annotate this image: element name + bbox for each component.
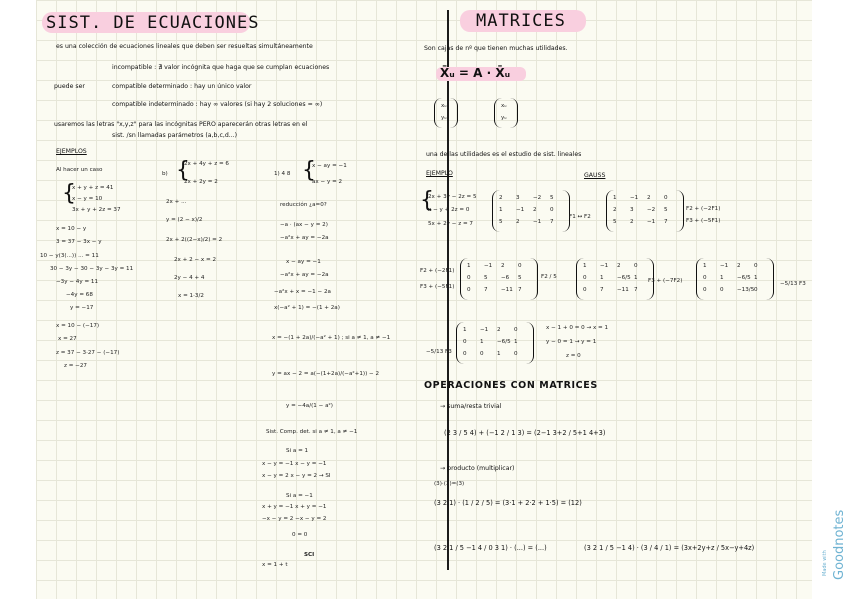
solution-line: x − 1 + 0 = 0 → x = 1 bbox=[546, 325, 609, 331]
matrix-cell: −13/5 bbox=[737, 287, 755, 293]
vector-left-entry: yᵤ bbox=[441, 115, 447, 121]
ex3-step: y = ax − 2 = a(−(1+2a)/(−a²+1)) − 2 bbox=[272, 371, 380, 377]
ex3-step: x = −(1 + 2a)/(−a² + 1) ; si a ≠ 1, a ≠ −1 bbox=[272, 335, 391, 341]
matrix-cell: 7 bbox=[518, 287, 522, 293]
matrix-cell: 7 bbox=[634, 287, 638, 293]
matrix-cell: 7 bbox=[664, 219, 668, 225]
ex2-eq: 2x + 4y + z = 6 bbox=[184, 161, 229, 167]
gauss-op: F2 + (−2F1) bbox=[686, 206, 721, 212]
matrix-m3 bbox=[460, 258, 538, 300]
ex3-step: Sist. Comp. det. si a ≠ 1, a ≠ −1 bbox=[266, 429, 358, 435]
matrix-cell: 2 bbox=[617, 263, 621, 269]
ex3-step: −x − y = 2 −x − y = 2 bbox=[262, 516, 327, 522]
comp-det-text: compatible determinado : hay un único valor bbox=[112, 83, 252, 90]
product-equation-3: (3 2 1 / 5 −1 4 / 0 3 1) · (...) = (...) bbox=[434, 544, 547, 552]
matrix-cell: 0 bbox=[514, 351, 518, 357]
matrix-cell: 5 bbox=[499, 219, 503, 225]
matrix-cell: 0 bbox=[703, 287, 707, 293]
right-title: MATRICES bbox=[476, 11, 566, 31]
matrix-cell: −11 bbox=[501, 287, 513, 293]
sys-eq: 2x + 3y − 2z = 5 bbox=[428, 194, 477, 200]
matrix-cell: 2 bbox=[499, 195, 503, 201]
matrix-cell: −6/5 bbox=[737, 275, 751, 281]
sum-equation: (2 3 / 5 4) + (−1 2 / 1 3) = (2−1 3+2 / 5+1 4+3) bbox=[444, 429, 606, 437]
intro-text: es una colección de ecuaciones lineales que deben ser resueltas simultáneamente bbox=[56, 43, 313, 50]
ex1-eq: 3x + y + 2z = 37 bbox=[72, 207, 121, 213]
ejemplos-heading: EJEMPLOS bbox=[56, 148, 87, 155]
matrix-cell: 5 bbox=[664, 207, 668, 213]
ex3-eq: x − ay = −1 bbox=[312, 163, 347, 169]
matrix-cell: 5 bbox=[518, 275, 522, 281]
ex2-step: 2x + ... bbox=[166, 199, 187, 205]
matrix-m6 bbox=[456, 322, 534, 364]
matrix-cell: −1 bbox=[720, 263, 729, 269]
matrix-cell: −2 bbox=[647, 207, 656, 213]
matrix-cell: 0 bbox=[583, 275, 587, 281]
matrix-cell: 0 bbox=[703, 275, 707, 281]
matrix-cell: 1 bbox=[514, 339, 518, 345]
matrix-m1 bbox=[492, 190, 570, 232]
ex2-step: 2x + 2((2−x)/2) = 2 bbox=[166, 237, 223, 243]
product-dims: (3)·(3)=(3) bbox=[434, 481, 465, 487]
ex1-heading: Al hacer un caso bbox=[56, 167, 103, 173]
ex2-heading: b) bbox=[162, 171, 168, 177]
ex3-step: reducción ¿a=0? bbox=[280, 202, 327, 208]
gauss-op: F3 + (−7F2) bbox=[648, 278, 683, 284]
matrix-cell: −1 bbox=[516, 207, 525, 213]
matrix-cell: 1 bbox=[754, 275, 758, 281]
matrix-cell: 1 bbox=[613, 195, 617, 201]
matrix-cell: 1 bbox=[463, 327, 467, 333]
gauss-op: F3 + (−5F1) bbox=[420, 284, 455, 290]
gauss-op: F3 + (−5F1) bbox=[686, 218, 721, 224]
ex3-step: x − y = −1 x − y = −1 bbox=[262, 461, 327, 467]
matrix-cell: 0 bbox=[664, 195, 668, 201]
incompatible-text: incompatible : ∄ valor incógnita que haga que se cumplan ecuaciones bbox=[112, 64, 330, 71]
matrix-cell: 0 bbox=[514, 327, 518, 333]
matrix-m2 bbox=[606, 190, 684, 232]
matrix-cell: 2 bbox=[533, 207, 537, 213]
matrix-cell: 7 bbox=[484, 287, 488, 293]
ex1-step: z = 37 − 3·27 − (−17) bbox=[56, 350, 120, 356]
ex2-step: x = 1·3/2 bbox=[178, 293, 204, 299]
product-equation-2: (3 2 1 / 5 −1 4) · (3 / 4 / 1) = (3x+2y+z / 5x−y+4z) bbox=[584, 544, 755, 552]
ex3-step: x − ay = −1 bbox=[286, 259, 321, 265]
ejemplo-heading: EJEMPLO bbox=[426, 170, 453, 177]
ex3-step: −a²x + ay = −2a bbox=[280, 235, 329, 241]
matrix-cell: 1 bbox=[703, 263, 707, 269]
matrix-cell: −1 bbox=[600, 263, 609, 269]
matrix-cell: 2 bbox=[501, 263, 505, 269]
matrix-cell: 5 bbox=[550, 195, 554, 201]
matrix-cell: 0 bbox=[583, 287, 587, 293]
ex1-eq: x − y = 10 bbox=[72, 196, 103, 202]
matrix-cell: 2 bbox=[647, 195, 651, 201]
matrix-cell: −1 bbox=[630, 195, 639, 201]
matrix-cell: 0 bbox=[720, 287, 724, 293]
matrix-cell: −1 bbox=[484, 263, 493, 269]
ex1-step: x = 10 − y bbox=[56, 226, 87, 232]
matrix-cell: 0 bbox=[480, 351, 484, 357]
ex3-step: x − y = 2 x − y = 2 → SI bbox=[262, 473, 331, 479]
matrix-cell: −11 bbox=[617, 287, 629, 293]
matrix-cell: 0 bbox=[754, 287, 758, 293]
matrix-cell: 3 bbox=[630, 207, 634, 213]
matrix-cell: 1 bbox=[600, 275, 604, 281]
matrix-cell: 0 bbox=[634, 263, 638, 269]
ex1-step: y = −17 bbox=[70, 305, 94, 311]
ex3-step: −a²x + x = −1 − 2a bbox=[274, 289, 331, 295]
matrix-cell: 7 bbox=[550, 219, 554, 225]
matrix-cell: −6 bbox=[501, 275, 510, 281]
matrix-cell: −6/5 bbox=[497, 339, 511, 345]
goodnotes-logo bbox=[816, 492, 847, 580]
ex1-step: x = 27 bbox=[58, 336, 77, 342]
left-title: SIST. DE ECUACIONES bbox=[46, 13, 260, 33]
matrix-cell: 2 bbox=[630, 219, 634, 225]
gauss-op: F2 / 5 bbox=[541, 274, 557, 280]
matrix-cell: −6/5 bbox=[617, 275, 631, 281]
matrix-cell: 0 bbox=[467, 287, 471, 293]
ex3-step: Si a = −1 bbox=[286, 493, 313, 499]
matrix-cell: 1 bbox=[583, 263, 587, 269]
ex1-step: 30 − 3y − 30 − 3y − 3y = 11 bbox=[50, 266, 134, 272]
matrix-cell: −1 bbox=[647, 219, 656, 225]
matrix-cell: −1 bbox=[480, 327, 489, 333]
matrix-cell: −1 bbox=[533, 219, 542, 225]
matrix-cell: 2 bbox=[516, 219, 520, 225]
ex3-step: −a · (ax − y = 2) bbox=[280, 222, 328, 228]
matrix-cell: 0 bbox=[550, 207, 554, 213]
usaremos-text: usaremos las letras "x,y,z" para las incógnitas PERO aparecerán otras letras en el bbox=[54, 121, 308, 128]
ex3-brace: { bbox=[302, 158, 316, 183]
matrix-cell: 5 bbox=[613, 219, 617, 225]
ex1-eq: x + y + z = 41 bbox=[72, 185, 114, 191]
matrices-intro: Son cajas de nº que tienen muchas utilidades. bbox=[424, 45, 568, 52]
suma-text: → suma/resta trivial bbox=[440, 403, 502, 410]
matrix-cell: 1 bbox=[497, 351, 501, 357]
matrix-cell: 1 bbox=[720, 275, 724, 281]
gauss-op: F1 ↔ F2 bbox=[569, 214, 591, 220]
matrix-m4 bbox=[576, 258, 654, 300]
gauss-heading: GAUSS bbox=[584, 172, 606, 179]
ex3-eq: ax − y = 2 bbox=[312, 179, 343, 185]
matrix-m5 bbox=[696, 258, 774, 300]
producto-text: → producto (multiplicar) bbox=[440, 465, 515, 472]
made-with-text: Made with bbox=[822, 550, 828, 576]
matrix-cell: 1 bbox=[634, 275, 638, 281]
sci-label: SCI bbox=[304, 552, 315, 558]
sys-eq: 5x + 2y − z = 7 bbox=[428, 221, 473, 227]
vector-left-entry: xᵤ bbox=[441, 103, 447, 109]
matrix-cell: 2 bbox=[737, 263, 741, 269]
ex2-brace: { bbox=[176, 158, 190, 183]
ex3-step: x(−a² + 1) = −(1 + 2a) bbox=[274, 305, 340, 311]
vector-right-entry: yᵤ bbox=[501, 115, 507, 121]
goodnotes-logo-text: Goodnotes bbox=[832, 509, 847, 580]
ex1-step: −4y = 68 bbox=[66, 292, 93, 298]
operaciones-heading: OPERACIONES CON MATRICES bbox=[424, 380, 598, 391]
matrix-cell: −2 bbox=[533, 195, 542, 201]
matrix-cell: 0 bbox=[518, 263, 522, 269]
gauss-op: F2 + (−2F1) bbox=[420, 268, 455, 274]
ex1-step: x = 10 − (−17) bbox=[56, 323, 100, 329]
puede-ser-text: puede ser bbox=[54, 83, 85, 90]
ex1-step: 3 = 37 − 3x − y bbox=[56, 239, 102, 245]
matrix-cell: 5 bbox=[484, 275, 488, 281]
solution-line: y − 0 = 1 → y = 1 bbox=[546, 339, 597, 345]
matrix-cell: 0 bbox=[463, 351, 467, 357]
sys-eq: x − y + 2z = 0 bbox=[428, 207, 470, 213]
notebook-page bbox=[36, 0, 847, 599]
ex3-step: x + y = −1 x + y = −1 bbox=[262, 504, 327, 510]
usaremos-text-2: sist. /sn llamadas parámetros (a,b,c,d...) bbox=[112, 132, 238, 139]
sys-brace: { bbox=[420, 188, 434, 213]
ex2-step: 2x + 2 − x = 2 bbox=[174, 257, 217, 263]
ex3-step: −a²x + ay = −2a bbox=[280, 272, 329, 278]
product-equation: (3 2 1) · (1 / 2 / 5) = (3·1 + 2·2 + 1·5) = (12) bbox=[434, 499, 582, 507]
matrix-cell: 1 bbox=[499, 207, 503, 213]
ex2-step: 2y − 4 + 4 bbox=[174, 275, 205, 281]
ex3-step: y = −4a/(1 − a²) bbox=[286, 403, 333, 409]
matrix-cell: 1 bbox=[480, 339, 484, 345]
vector-right-entry: xᵤ bbox=[501, 103, 507, 109]
matrix-cell: 1 bbox=[467, 263, 471, 269]
matrix-cell: 3 bbox=[516, 195, 520, 201]
ex1-step: −3y − 4y = 11 bbox=[56, 279, 99, 285]
ex2-eq: 2x + 2y = 2 bbox=[184, 179, 218, 185]
matrix-cell: 2 bbox=[613, 207, 617, 213]
transform-formula: X̄ᵤ = A · X̄ᵤ bbox=[440, 66, 511, 80]
gauss-op: −5/13 F3 bbox=[426, 349, 452, 355]
ex1-brace: { bbox=[62, 181, 76, 206]
matrix-cell: 0 bbox=[467, 275, 471, 281]
matrix-cell: 2 bbox=[497, 327, 501, 333]
matrix-cell: 0 bbox=[463, 339, 467, 345]
matrix-cell: 0 bbox=[754, 263, 758, 269]
comp-indet-text: compatible indeterminado : hay ∞ valores (si hay 2 soluciones = ∞) bbox=[112, 101, 323, 108]
ex2-step: y = (2 − x)/2 bbox=[166, 217, 203, 223]
ex3-step: x = 1 + t bbox=[262, 562, 288, 568]
matrix-cell: 7 bbox=[600, 287, 604, 293]
ex1-step: 10 − y(3(...)) ... = 11 bbox=[40, 253, 99, 259]
solution-line: z = 0 bbox=[566, 353, 581, 359]
ex1-step: z = −27 bbox=[64, 363, 87, 369]
ex3-heading: 1) 4 8 bbox=[274, 171, 291, 177]
ex3-step: 0 = 0 bbox=[292, 532, 308, 538]
ex3-step: Si a = 1 bbox=[286, 448, 309, 454]
gauss-op: −5/13 F3 bbox=[780, 281, 806, 287]
utility-text: una de las utilidades es el estudio de sist. lineales bbox=[426, 151, 582, 158]
